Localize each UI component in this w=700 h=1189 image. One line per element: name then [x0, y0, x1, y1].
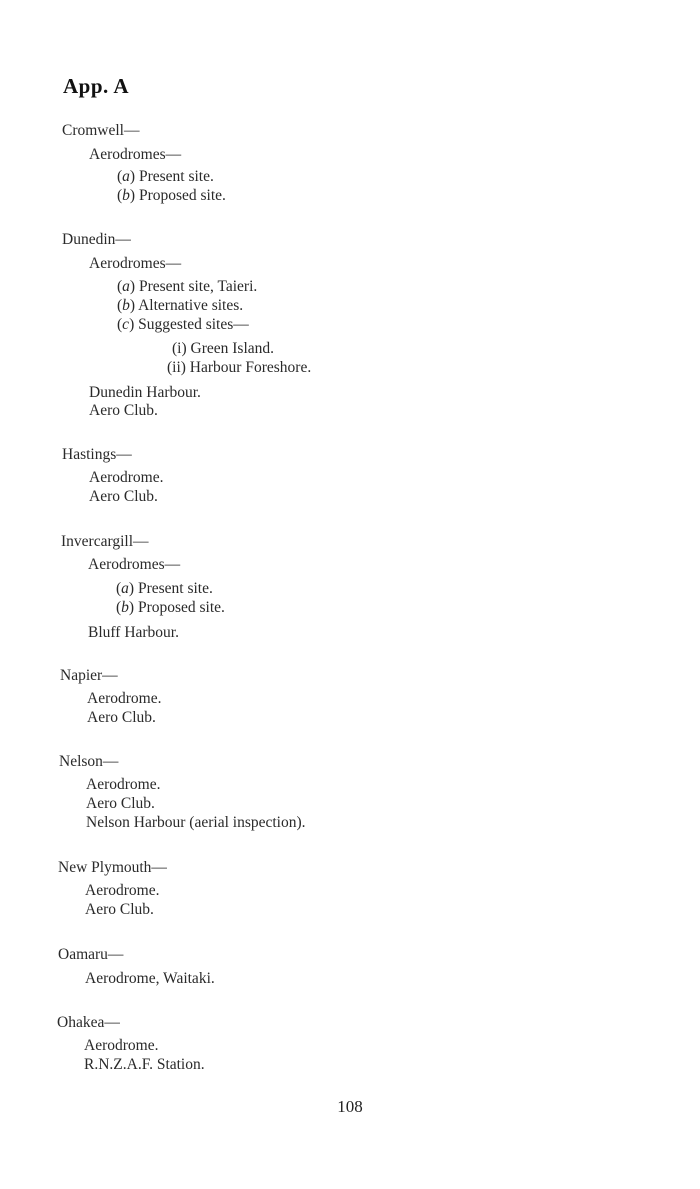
entry: Aerodrome.	[89, 469, 164, 486]
place-heading: Hastings—	[62, 446, 132, 463]
entry: Aero Club.	[85, 901, 154, 918]
entry: (i) Green Island.	[172, 340, 274, 357]
entry: Nelson Harbour (aerial inspection).	[86, 814, 306, 831]
entry: Dunedin Harbour.	[89, 384, 201, 401]
entry: Aero Club.	[89, 488, 158, 505]
entry: Aerodromes—	[88, 556, 181, 573]
place-heading: Ohakea—	[57, 1014, 120, 1031]
entry: (c) Suggested sites—	[117, 316, 249, 333]
entry: Aerodrome.	[86, 776, 161, 793]
entry: (a) Present site, Taieri.	[117, 278, 258, 295]
entry: Aero Club.	[89, 402, 158, 419]
entry: Bluff Harbour.	[88, 624, 179, 641]
entry: Aerodrome.	[84, 1037, 159, 1054]
place-heading: Napier—	[60, 667, 118, 684]
entry: Aero Club.	[87, 709, 156, 726]
entry: (ii) Harbour Foreshore.	[167, 359, 312, 376]
entry: (b) Proposed site.	[117, 187, 226, 204]
entry: Aerodrome.	[85, 882, 160, 899]
place-heading: Dunedin—	[62, 231, 131, 248]
place-heading: New Plymouth—	[58, 859, 167, 876]
entry: (a) Present site.	[117, 168, 214, 185]
entry: Aerodromes—	[89, 146, 182, 163]
place-heading: Nelson—	[59, 753, 119, 770]
place-heading: Cromwell—	[62, 122, 140, 139]
entry: (b) Proposed site.	[116, 599, 225, 616]
page-number: 108	[337, 1097, 363, 1116]
entry: R.N.Z.A.F. Station.	[84, 1056, 205, 1073]
entry: Aero Club.	[86, 795, 155, 812]
place-heading: Oamaru—	[58, 946, 124, 963]
entry: Aerodromes—	[89, 255, 182, 272]
entry: Aerodrome, Waitaki.	[85, 970, 215, 987]
entry: (b) Alternative sites.	[117, 297, 244, 314]
entry: Aerodrome.	[87, 690, 162, 707]
entry: (a) Present site.	[116, 580, 213, 597]
place-heading: Invercargill—	[61, 533, 149, 550]
appendix-header: App. A	[63, 74, 130, 98]
